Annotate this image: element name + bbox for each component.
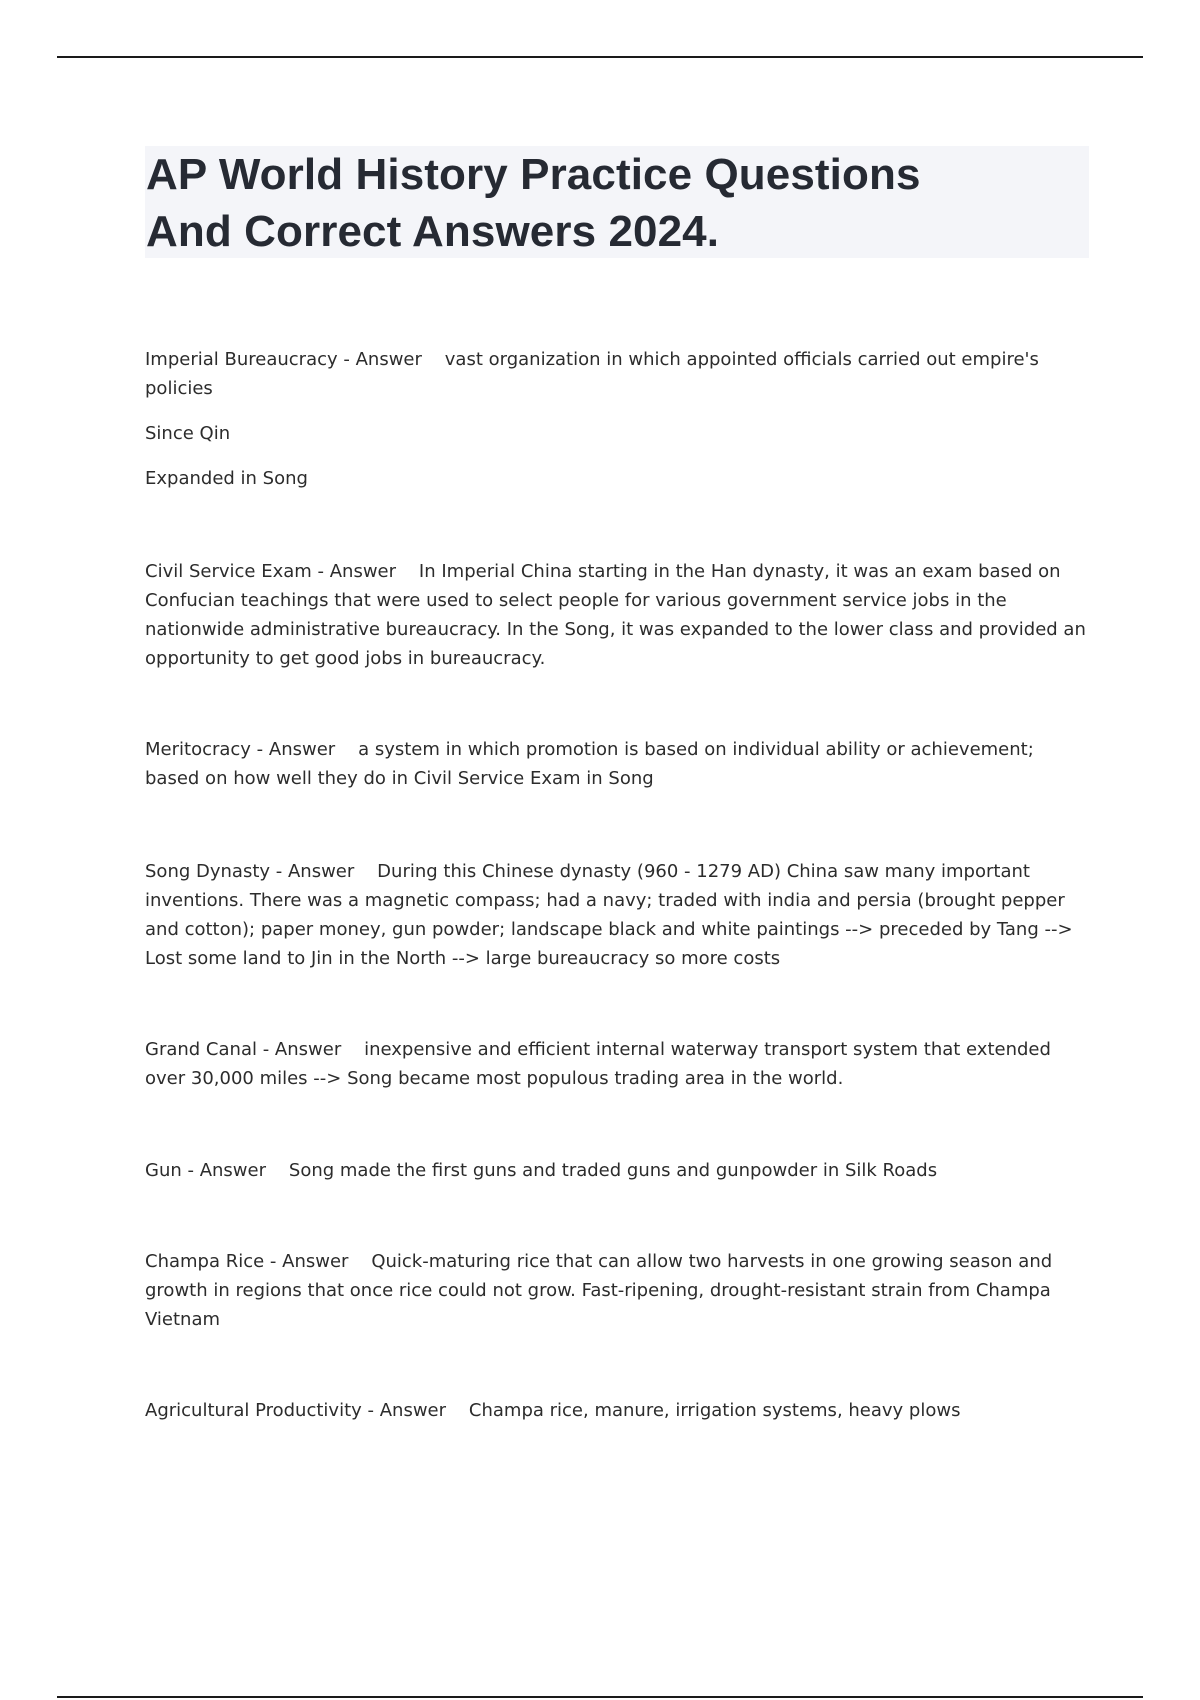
- qa-entry-text: [145, 1396, 1090, 1425]
- qa-term: Imperial Bureaucracy: [145, 349, 338, 370]
- qa-definition: a system in which promotion is based on individual ability or achievement; based on how well they do in Civil Service Exam in Song: [145, 739, 1034, 789]
- qa-entry-imperial-bureaucracy: [145, 345, 1090, 493]
- qa-entry-text: [145, 345, 1090, 403]
- qa-definition: Champa rice, manure, irrigation systems, heavy plows: [468, 1400, 961, 1421]
- qa-term: Civil Service Exam: [145, 561, 312, 582]
- qa-entry-text: [145, 735, 1090, 793]
- qa-entry-civil-service-exam: [145, 557, 1090, 673]
- qa-definition: vast organization in which appointed officials carried out empire's policies: [145, 349, 1039, 399]
- qa-entry-text: [145, 1247, 1090, 1334]
- top-rule: [57, 56, 1143, 58]
- qa-answer-separator: - Answer: [181, 1160, 266, 1181]
- qa-extra-line: Expanded in Song: [145, 468, 308, 489]
- qa-extra-line: Since Qin: [145, 423, 231, 444]
- qa-definition: Quick-maturing rice that can allow two harvests in one growing season and growth in regions that once rice could not grow. Fast-ripening, drought-resistant strain from Champa Vietnam: [145, 1251, 1053, 1330]
- qa-answer-separator: - Answer: [361, 1400, 447, 1421]
- bottom-rule: [57, 1696, 1143, 1698]
- qa-answer-separator: - Answer: [264, 1251, 349, 1272]
- qa-term: Champa Rice: [145, 1251, 265, 1272]
- qa-entry-gun: [145, 1156, 1090, 1185]
- page-title-line-1: AP World History Practice Questions: [146, 150, 921, 199]
- qa-entry-grand-canal: [145, 1035, 1090, 1093]
- qa-term: Gun: [145, 1160, 182, 1181]
- qa-definition: In Imperial China starting in the Han dynasty, it was an exam based on Confucian teachings that were used to select people for various government service jobs in the nationwide administrative bureaucracy. In the Song, it was expanded to the lower class and provided an opportunity to get good jobs in bureaucracy.: [145, 561, 1086, 669]
- qa-answer-separator: - Answer: [270, 861, 355, 882]
- qa-entry-text: [145, 557, 1090, 673]
- page-title: [145, 146, 1089, 260]
- page-title-line-2: And Correct Answers 2024.: [146, 207, 720, 256]
- qa-entry-agricultural-productivity: [145, 1396, 1090, 1425]
- qa-entry-text: [145, 1035, 1090, 1093]
- qa-entry-text: [145, 857, 1090, 973]
- qa-entry-text: [145, 1156, 1090, 1185]
- qa-definition: inexpensive and efficient internal waterway transport system that extended over 30,000 miles --> Song became most populous trading area in the world.: [145, 1039, 1051, 1089]
- qa-entry-meritocracy: [145, 735, 1090, 793]
- qa-term: Meritocracy: [145, 739, 251, 760]
- qa-answer-separator: - Answer: [311, 561, 397, 582]
- qa-entry-song-dynasty: [145, 857, 1090, 973]
- title-block: [145, 146, 1089, 258]
- qa-term: Song Dynasty: [145, 861, 271, 882]
- qa-definition: Song made the first guns and traded guns and gunpowder in Silk Roads: [288, 1160, 938, 1181]
- qa-answer-separator: - Answer: [250, 739, 336, 760]
- qa-entry-champa-rice: [145, 1247, 1090, 1334]
- qa-answer-separator: - Answer: [337, 349, 422, 370]
- qa-term: Agricultural Productivity: [145, 1400, 362, 1421]
- qa-definition: During this Chinese dynasty (960 - 1279 AD) China saw many important inventions. There was a magnetic compass; had a navy; traded with india and persia (brought pepper and cotton); paper money, gun powder; landscape black and white paintings --> preceded by Tang --> Lost some land to Jin in the North --> large bureaucracy so more costs: [145, 861, 1073, 969]
- qa-term: Grand Canal: [145, 1039, 257, 1060]
- qa-answer-separator: - Answer: [256, 1039, 342, 1060]
